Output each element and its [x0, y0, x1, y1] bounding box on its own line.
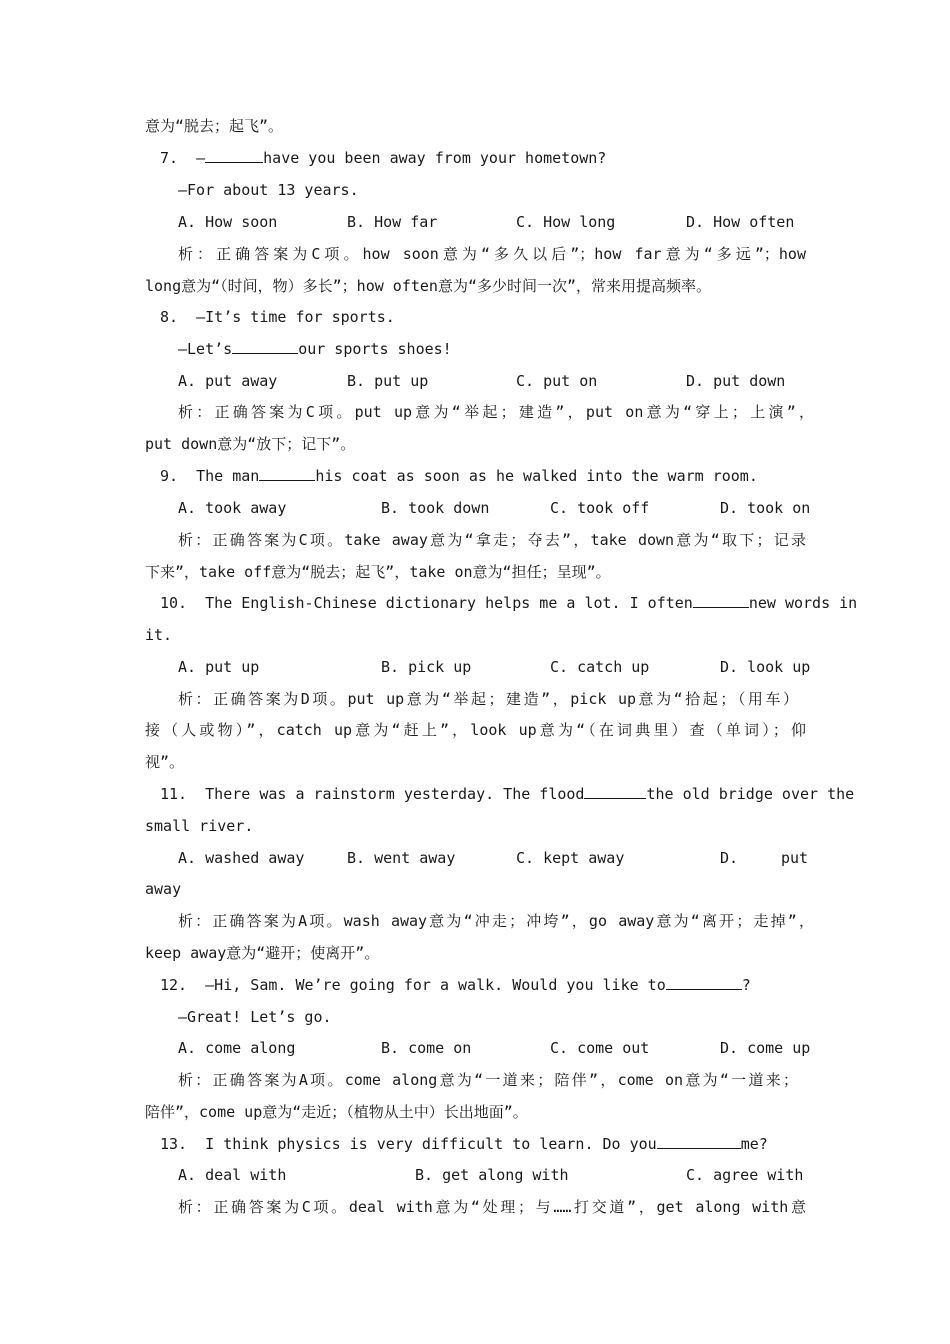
option-d-text: put [781, 849, 809, 867]
option-c: C. took off [550, 499, 650, 517]
explanation-line: 析：正确答案为C项。put up意为“举起；建造”，put on意为“穿上；上演”， [178, 403, 814, 421]
option-b: B. took down [381, 499, 490, 517]
option-b: B. pick up [381, 658, 472, 676]
explanation-line: 析：正确答案为C项。deal with意为“处理；与……打交道”，get along with意 [178, 1198, 806, 1216]
question-13 [160, 1134, 768, 1154]
question-text: new words in [748, 594, 858, 612]
answer-blank [232, 339, 298, 354]
reply-line [178, 339, 452, 359]
option-a: A. put away [178, 372, 278, 390]
question-text: 12. —Hi, Sam. We’re going for a walk. Would you like to [160, 976, 666, 994]
explanation-line: 析：正确答案为C项。how soon意为“多久以后”；how far意为“多远”；how [178, 245, 806, 263]
question-11 [160, 784, 854, 804]
option-a: A. put up [178, 658, 260, 676]
option-a: A. took away [178, 499, 287, 517]
answer-blank [657, 1134, 741, 1149]
explanation-line: 析：正确答案为A项。come along意为“一道来；陪伴”，come on意为“一道来； [178, 1071, 798, 1089]
option-c: C. put on [516, 372, 598, 390]
question-text: me? [740, 1135, 768, 1153]
option-a: A. washed away [178, 849, 305, 867]
answer-blank [666, 975, 742, 990]
option-c: C. agree with [686, 1166, 804, 1184]
option-b: B. put up [347, 372, 429, 390]
option-d: D. took on [720, 499, 811, 517]
option-d: D. [720, 849, 739, 867]
question-text: 9. The man [160, 467, 260, 485]
answer-blank [205, 148, 263, 163]
question-text: have you been away from your hometown? [263, 149, 607, 167]
option-d: D. look up [720, 658, 811, 676]
question-text: 13. I think physics is very difficult to learn. Do you [160, 1135, 657, 1153]
option-c: C. catch up [550, 658, 650, 676]
answer-blank [584, 784, 646, 799]
option-d-text: away [145, 880, 182, 898]
question-text: his coat as soon as he walked into the warm room. [315, 467, 758, 485]
explanation-line: 陪伴”，come up意为“走近；（植物从土中）长出地面”。 [145, 1103, 528, 1121]
option-b: B. come on [381, 1039, 472, 1057]
question-text: the old bridge over the [646, 785, 855, 803]
question-text: it. [145, 626, 173, 644]
option-d: D. put down [686, 372, 786, 390]
text-line: 意为“脱去；起飞”。 [145, 117, 284, 135]
explanation-line: 析：正确答案为C项。take away意为“拿走；夺去”，take down意为“取下；记录 [178, 531, 806, 549]
option-b: B. went away [347, 849, 456, 867]
question-text: 10. The English-Chinese dictionary helps me a lot. I often [160, 594, 693, 612]
question-text: 11. There was a rainstorm yesterday. The flood [160, 785, 585, 803]
explanation-line: keep away意为“避开；使离开”。 [145, 944, 380, 962]
option-a: A. come along [178, 1039, 296, 1057]
option-c: C. come out [550, 1039, 650, 1057]
option-d: D. come up [720, 1039, 811, 1057]
option-d: D. How often [686, 213, 795, 231]
explanation-line: 析：正确答案为A项。wash away意为“冲走；冲垮”，go away意为“离开；走掉”， [178, 912, 814, 930]
question-8: 8. —It’s time for sports. [160, 308, 395, 326]
reply-text: —Let’s [178, 340, 233, 358]
explanation-line: put down意为“放下；记下”。 [145, 435, 356, 453]
explanation-line: 析：正确答案为D项。put up意为“举起；建造”，pick up意为“拾起；（用车） [178, 690, 798, 708]
question-text: small river. [145, 817, 254, 835]
answer-blank [259, 466, 315, 481]
question-9 [160, 466, 758, 486]
question-12 [160, 975, 751, 995]
option-a: A. How soon [178, 213, 278, 231]
option-b: B. How far [347, 213, 438, 231]
explanation-line: 下来”，take off意为“脱去；起飞”，take on意为“担任；呈现”。 [145, 563, 611, 581]
option-a: A. deal with [178, 1166, 287, 1184]
explanation-line: 接（人或物）”，catch up意为“赶上”，look up意为“（在词典里）查（单词）；仰 [145, 721, 806, 739]
option-b: B. get along with [415, 1166, 569, 1184]
option-c: C. How long [516, 213, 616, 231]
question-7 [160, 148, 606, 168]
reply-line: —For about 13 years. [178, 181, 359, 199]
explanation-line: long意为“（时间，物）多长”；how often意为“多少时间一次”，常来用提高频率。 [145, 277, 712, 295]
reply-line: —Great! Let’s go. [178, 1008, 332, 1026]
question-text: 7. — [160, 149, 206, 167]
answer-blank [693, 593, 749, 608]
question-10 [160, 593, 857, 613]
question-text: ? [741, 976, 751, 994]
option-c: C. kept away [516, 849, 625, 867]
explanation-line: 视”。 [145, 753, 185, 771]
reply-text: our sports shoes! [298, 340, 452, 358]
